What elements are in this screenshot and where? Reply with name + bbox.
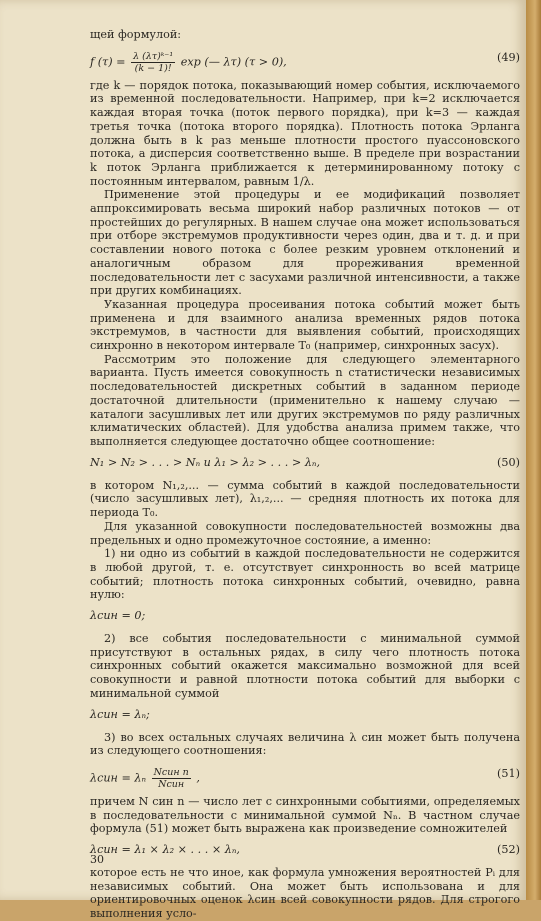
formula-51-number: (51) [497, 766, 520, 780]
paragraph-case-3: 3) во всех остальных случаях величина λ син может быть получена из следующего соотношения: [90, 730, 520, 758]
formula-51-numerator: Nсин n [153, 766, 189, 778]
paragraph-sync-years: причем N син n — число лет с синхронными событиями, определяемых в последовательности с минимальной суммой Nₙ. В частном случае формула (51) может быть выражена как произведение сомножителей [90, 794, 520, 836]
formula-52-expression: λсин = λ₁ × λ₂ × . . . × λₙ, [90, 843, 240, 857]
page-number: 30 [90, 853, 104, 866]
paragraph-lead-in: щей формулой: [90, 28, 182, 41]
paragraph-probability-product: которое есть не что иное, как формула умножения вероятностей Pᵢ для независимых событий. Она может быть использована и для ориентировочных оценок λсин всей совокупности рядов. Для строгого выполнения усло- [90, 866, 520, 921]
formula-49-left: f (τ) = [90, 55, 126, 69]
formula-51-expression [90, 767, 200, 790]
formula-49-numerator: λ (λτ)ᵏ⁻¹ [133, 50, 174, 62]
paragraph-case-1: 1) ни одно из событий в каждой последовательности не содержится в любой другой, т. е. отсутствует синхронность во всей матрице событий; плотность потока синхронных событий, очевидно, равна нулю: [90, 547, 520, 602]
formula-51-fraction [152, 767, 191, 790]
paragraph-procedure-application: Применение этой процедуры и ее модификаций позволяет аппроксимировать весьма широкий набор различных потоков — от простейших до регулярных. В нашем случае она может использоваться при отборе экстремумов продуктивности через один, два и т. д. и при составлении нового потока с более резким уровнем отклонений и аналогичным образом для прореживания временной последовательности лет с засухами различной интенсивности, а также при других комбинациях. [90, 188, 520, 298]
formula-52 [90, 841, 520, 860]
formula-49-denominator: (k − 1)! [134, 62, 172, 74]
formula-50-expression: N₁ > N₂ > . . . > Nₙ и λ₁ > λ₂ > . . . > λₙ, [90, 455, 320, 469]
paragraph-elementary-variant: Рассмотрим это положение для следующего элементарного варианта. Пусть имеется совокупность n статистически независимых последовательностей дискретных событий в заданном периоде достаточной длительности (применительно к нашему случаю — каталоги засушливых лет или других экстремумов по ряду различных климатических областей). Для удобства анализа примем также, что выполняется следующее достаточно общее соотношение: [90, 352, 520, 448]
formula-sync-min [90, 706, 520, 725]
formula-49-right: exp (— λτ) (τ > 0), [180, 55, 287, 69]
formula-51 [90, 761, 520, 791]
formula-49 [90, 45, 520, 75]
formula-49-fraction [131, 51, 175, 74]
paragraph-sum-definition: в котором N₁,₂,... — сумма событий в каждой последовательности (число засушливых лет), λ₁,₂,... — средняя плотность их потока для периода T₀. [90, 478, 520, 520]
formula-50 [90, 454, 520, 473]
formula-sync-zero [90, 607, 520, 626]
formula-50-number: (50) [497, 455, 520, 469]
paragraph-sifting-procedure: Указанная процедура просеивания потока событий может быть применена и для взаимного анализа временных рядов потока экстремумов, в частности для выявления событий, происходящих синхронно в некотором интервале T₀ (например, синхронных засух). [90, 297, 520, 353]
paragraph-limit-states: Для указанной совокупности последовательностей возможны два предельных и одно промежуточное состояние, а именно: [90, 519, 520, 547]
formula-51-left: λсин = λₙ [90, 771, 147, 785]
formula-51-right: , [196, 771, 200, 785]
formula-sync-zero-expression: λсин = 0; [90, 609, 146, 623]
formula-49-expression [90, 51, 287, 74]
formula-52-number: (52) [497, 843, 520, 857]
formula-49-number: (49) [497, 50, 520, 64]
paragraph-erlang-order: где k — порядок потока, показывающий номер события, исключаемого из временной последовательности. Например, при k=2 исключается каждая вторая точка (поток первого порядка), при k=3 — каждая третья точка (потока второго порядка). Плотность потока Эрланга должна быть в k раз меньше плотности простого пуассоновского потока, а дисперсия соответственно выше. В пределе при возрастании k поток Эрланга приближается к детерминированному потоку с постоянным интервалом, равным 1/λ. [90, 78, 520, 188]
book-page-edge [526, 0, 541, 900]
formula-sync-min-expression: λсин = λₙ; [90, 707, 150, 721]
formula-51-denominator: Nсин [158, 778, 185, 790]
paragraph-case-2: 2) все события последовательности с минимальной суммой присутствуют в остальных рядах, в силу чего плотность потока синхронных событий окажется максимально возможной для всей совокупности и равной плотности потока событий для выборки с минимальной суммой [90, 632, 520, 700]
page-body [90, 28, 520, 921]
